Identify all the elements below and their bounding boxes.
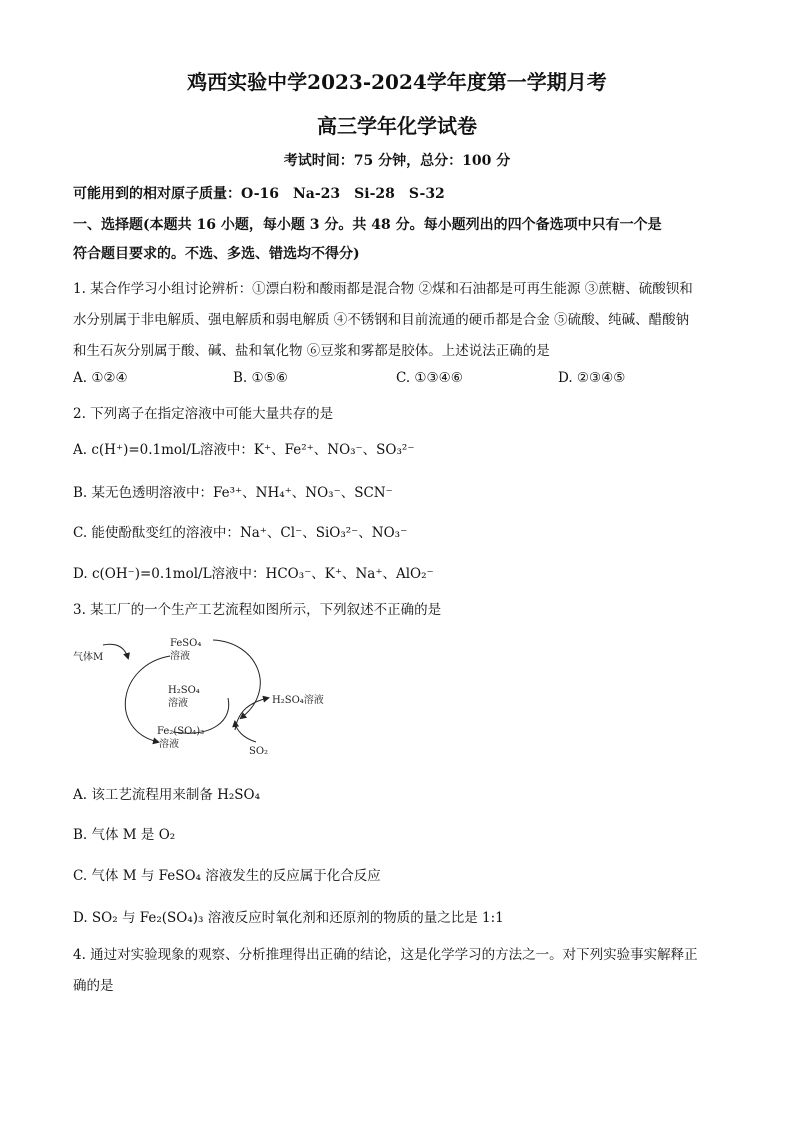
q2-option-c [73,521,407,541]
q1-option-b: B. ①⑤⑥ [233,370,288,386]
q1-option-c: C. ①③④⑥ [396,370,463,386]
cycle-arrow-right [213,640,260,718]
q4-line2: 确的是 [73,978,114,994]
exam-subtitle: 高三学年化学试卷 [317,114,477,138]
atomic-mass-line: 可能用到的相对原子质量：O-16 Na-23 Si-28 S-32 [73,186,445,202]
section1-line1: 一、选择题(本题共 16 小题，每小题 3 分。共 48 分。每小题列出的四个备选项中只有一个是 [73,217,662,233]
q1-line2: 水分别属于非电解质、强电解质和弱电解质 ④不锈钢和目前流通的硬币都是合金 ⑤硫酸、纯碱、醋酸钠 [73,312,690,328]
q4-line1: 4. 通过对实验现象的观察、分析推理得出正确的结论，这是化学学习的方法之一。对下列实验事实解释正 [73,947,698,963]
q2-d-mid: 溶液中： [211,566,266,582]
gas-m-arrow [103,644,128,658]
q1-line1: 1. 某合作学习小组讨论辨析：①漂白粉和酸雨都是混合物 ②煤和石油都是可再生能源 ③蔗糖、硫酸钡和 [73,281,693,297]
q2-c-pre: C. 能使酚酞变红的溶液中： [73,525,240,541]
q2-a-cond: c(H⁺)=0.1mol/L [91,442,200,458]
q2-d-cond: c(OH⁻)=0.1mol/L [91,566,212,582]
q3-stem: 3. 某工厂的一个生产工艺流程如图所示，下列叙述不正确的是 [73,602,442,618]
h2so4-out-arrow [235,698,268,730]
label-feso4-sol: 溶液 [170,651,190,662]
q2-stem: 2. 下列离子在指定溶液中可能大量共存的是 [73,406,334,422]
label-gas-m: 气体M [73,652,104,663]
q2-a-pre: A. [73,442,88,458]
label-feso4: FeSO₄ [170,638,202,649]
label-fe2so43: Fe₂(SO₄)₃ [157,726,205,737]
section1-line2: 符合题目要求的。不选、多选、错选均不得分) [73,246,360,262]
q2-c-ions: Na⁺、Cl⁻、SiO₃²⁻、NO₃⁻ [239,525,408,541]
q3-option-d: D. SO₂ 与 Fe₂(SO₄)₃ 溶液反应时氧化剂和还原剂的物质的量之比是 1:1 [73,910,504,926]
q3-option-c: C. 气体 M 与 FeSO₄ 溶液发生的反应属于化合反应 [73,868,381,884]
q2-a-ions: K⁺、Fe²⁺、NO₃⁻、SO₃²⁻ [253,442,415,458]
label-h2so4: H₂SO₄ [168,685,200,696]
label-fe2so43-sol: 溶液 [159,739,179,750]
q2-d-ions: HCO₃⁻、K⁺、Na⁺、AlO₂⁻ [265,566,434,582]
q2-option-b [73,481,393,501]
q2-b-ions: Fe³⁺、NH₄⁺、NO₃⁻、SCN⁻ [213,485,393,501]
q1-option-a: A. ①②④ [73,370,128,386]
q2-option-d [73,562,434,582]
label-h2so4-sol: 溶液 [168,698,188,709]
q1-option-d: D. ②③④⑤ [558,370,626,386]
q1-line3: 和生石灰分别属于酸、碱、盐和氧化物 ⑥豆浆和雾都是胶体。上述说法正确的是 [73,343,550,359]
q2-a-mid: 溶液中： [199,442,254,458]
q3-option-a: A. 该工艺流程用来制备 H₂SO₄ [73,787,261,803]
q2-d-pre: D. [73,566,88,582]
label-h2so4-out: H₂SO₄溶液 [272,695,324,706]
so2-in-arrow [235,722,256,742]
exam-title: 鸡西实验中学2023-2024学年度第一学期月考 [187,70,607,94]
process-flow-diagram [73,630,373,760]
label-so2: SO₂ [249,746,269,757]
q2-b-pre: B. 某无色透明溶液中： [73,485,214,501]
exam-meta: 考试时间：75 分钟，总分：100 分 [283,153,511,169]
q2-option-a [73,438,414,458]
q3-option-b: B. 气体 M 是 O₂ [73,827,176,843]
